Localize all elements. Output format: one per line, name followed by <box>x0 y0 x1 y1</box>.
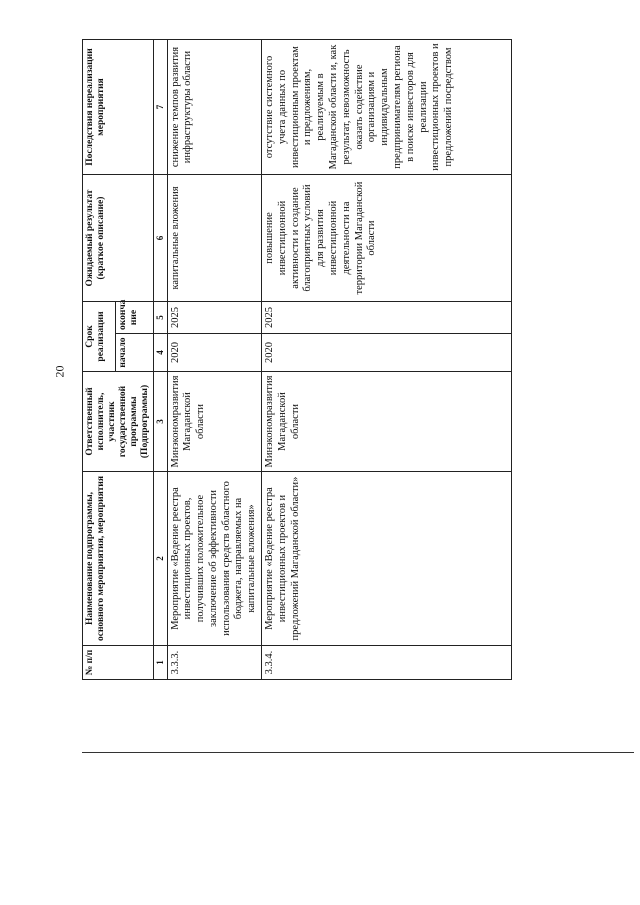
column-number-row <box>153 40 167 680</box>
row-consequences: снижение темпов развития инфраструктуры области <box>167 40 262 175</box>
page-number: 20 <box>52 365 67 378</box>
header-num: № п/п <box>83 646 154 680</box>
row-consequences: отсутствие системного учета данных по инвестиционным проектам и предложениям, реализуемым в Магаданской области и, как результат, невозможность оказать содействие организациям и индивидуальным предпринимателям региона в поиске инвесторов для реализации инвестиционных проектов и предложений посредством <box>262 40 512 175</box>
measures-table <box>82 39 512 680</box>
column-number: 7 <box>153 40 167 175</box>
header-result: Ожидаемый результат (краткое описание) <box>83 175 154 302</box>
row-responsible: Минэкономразвития Магаданской области <box>262 372 512 472</box>
column-number: 4 <box>153 334 167 372</box>
row-num: 3.3.4. <box>262 646 512 680</box>
header-consequences: Последствия нереализации мероприятия <box>83 40 154 175</box>
header-term: Срок реализации <box>83 302 116 372</box>
header-responsible: Ответственный исполнитель, участник государственной программы (Подпрограммы) <box>83 372 154 472</box>
header-start: начало <box>116 334 153 372</box>
header-name: Наименование подпрограммы, основного мероприятия, мероприятия <box>83 472 154 646</box>
column-number: 6 <box>153 175 167 302</box>
rotated-table-container <box>82 40 640 680</box>
row-start: 2020 <box>167 334 262 372</box>
row-num: 3.3.3. <box>167 646 262 680</box>
row-result: повышение инвестиционной активности и создание благоприятных условий для развития инвестиционной деятельности на территории Магаданской области <box>262 175 512 302</box>
header-end: оконча ние <box>116 302 153 334</box>
column-number: 1 <box>153 646 167 680</box>
column-number: 3 <box>153 372 167 472</box>
row-result: капитальные вложения <box>167 175 262 302</box>
table-row <box>262 40 512 680</box>
column-number: 2 <box>153 472 167 646</box>
row-end: 2025 <box>262 302 512 334</box>
row-end: 2025 <box>167 302 262 334</box>
row-name: Мероприятие «Ведение реестра инвестиционных проектов и предложений Магаданской области» <box>262 472 512 646</box>
column-number: 5 <box>153 302 167 334</box>
bottom-divider-line <box>82 752 634 753</box>
table-row <box>167 40 262 680</box>
row-responsible: Минэкономразвития Магаданской области <box>167 372 262 472</box>
row-start: 2020 <box>262 334 512 372</box>
row-name: Мероприятие «Ведение реестра инвестиционных проектов, получивших положительное заключение об эффективности использования средств областного бюджета, направляемых на капитальные вложения» <box>167 472 262 646</box>
